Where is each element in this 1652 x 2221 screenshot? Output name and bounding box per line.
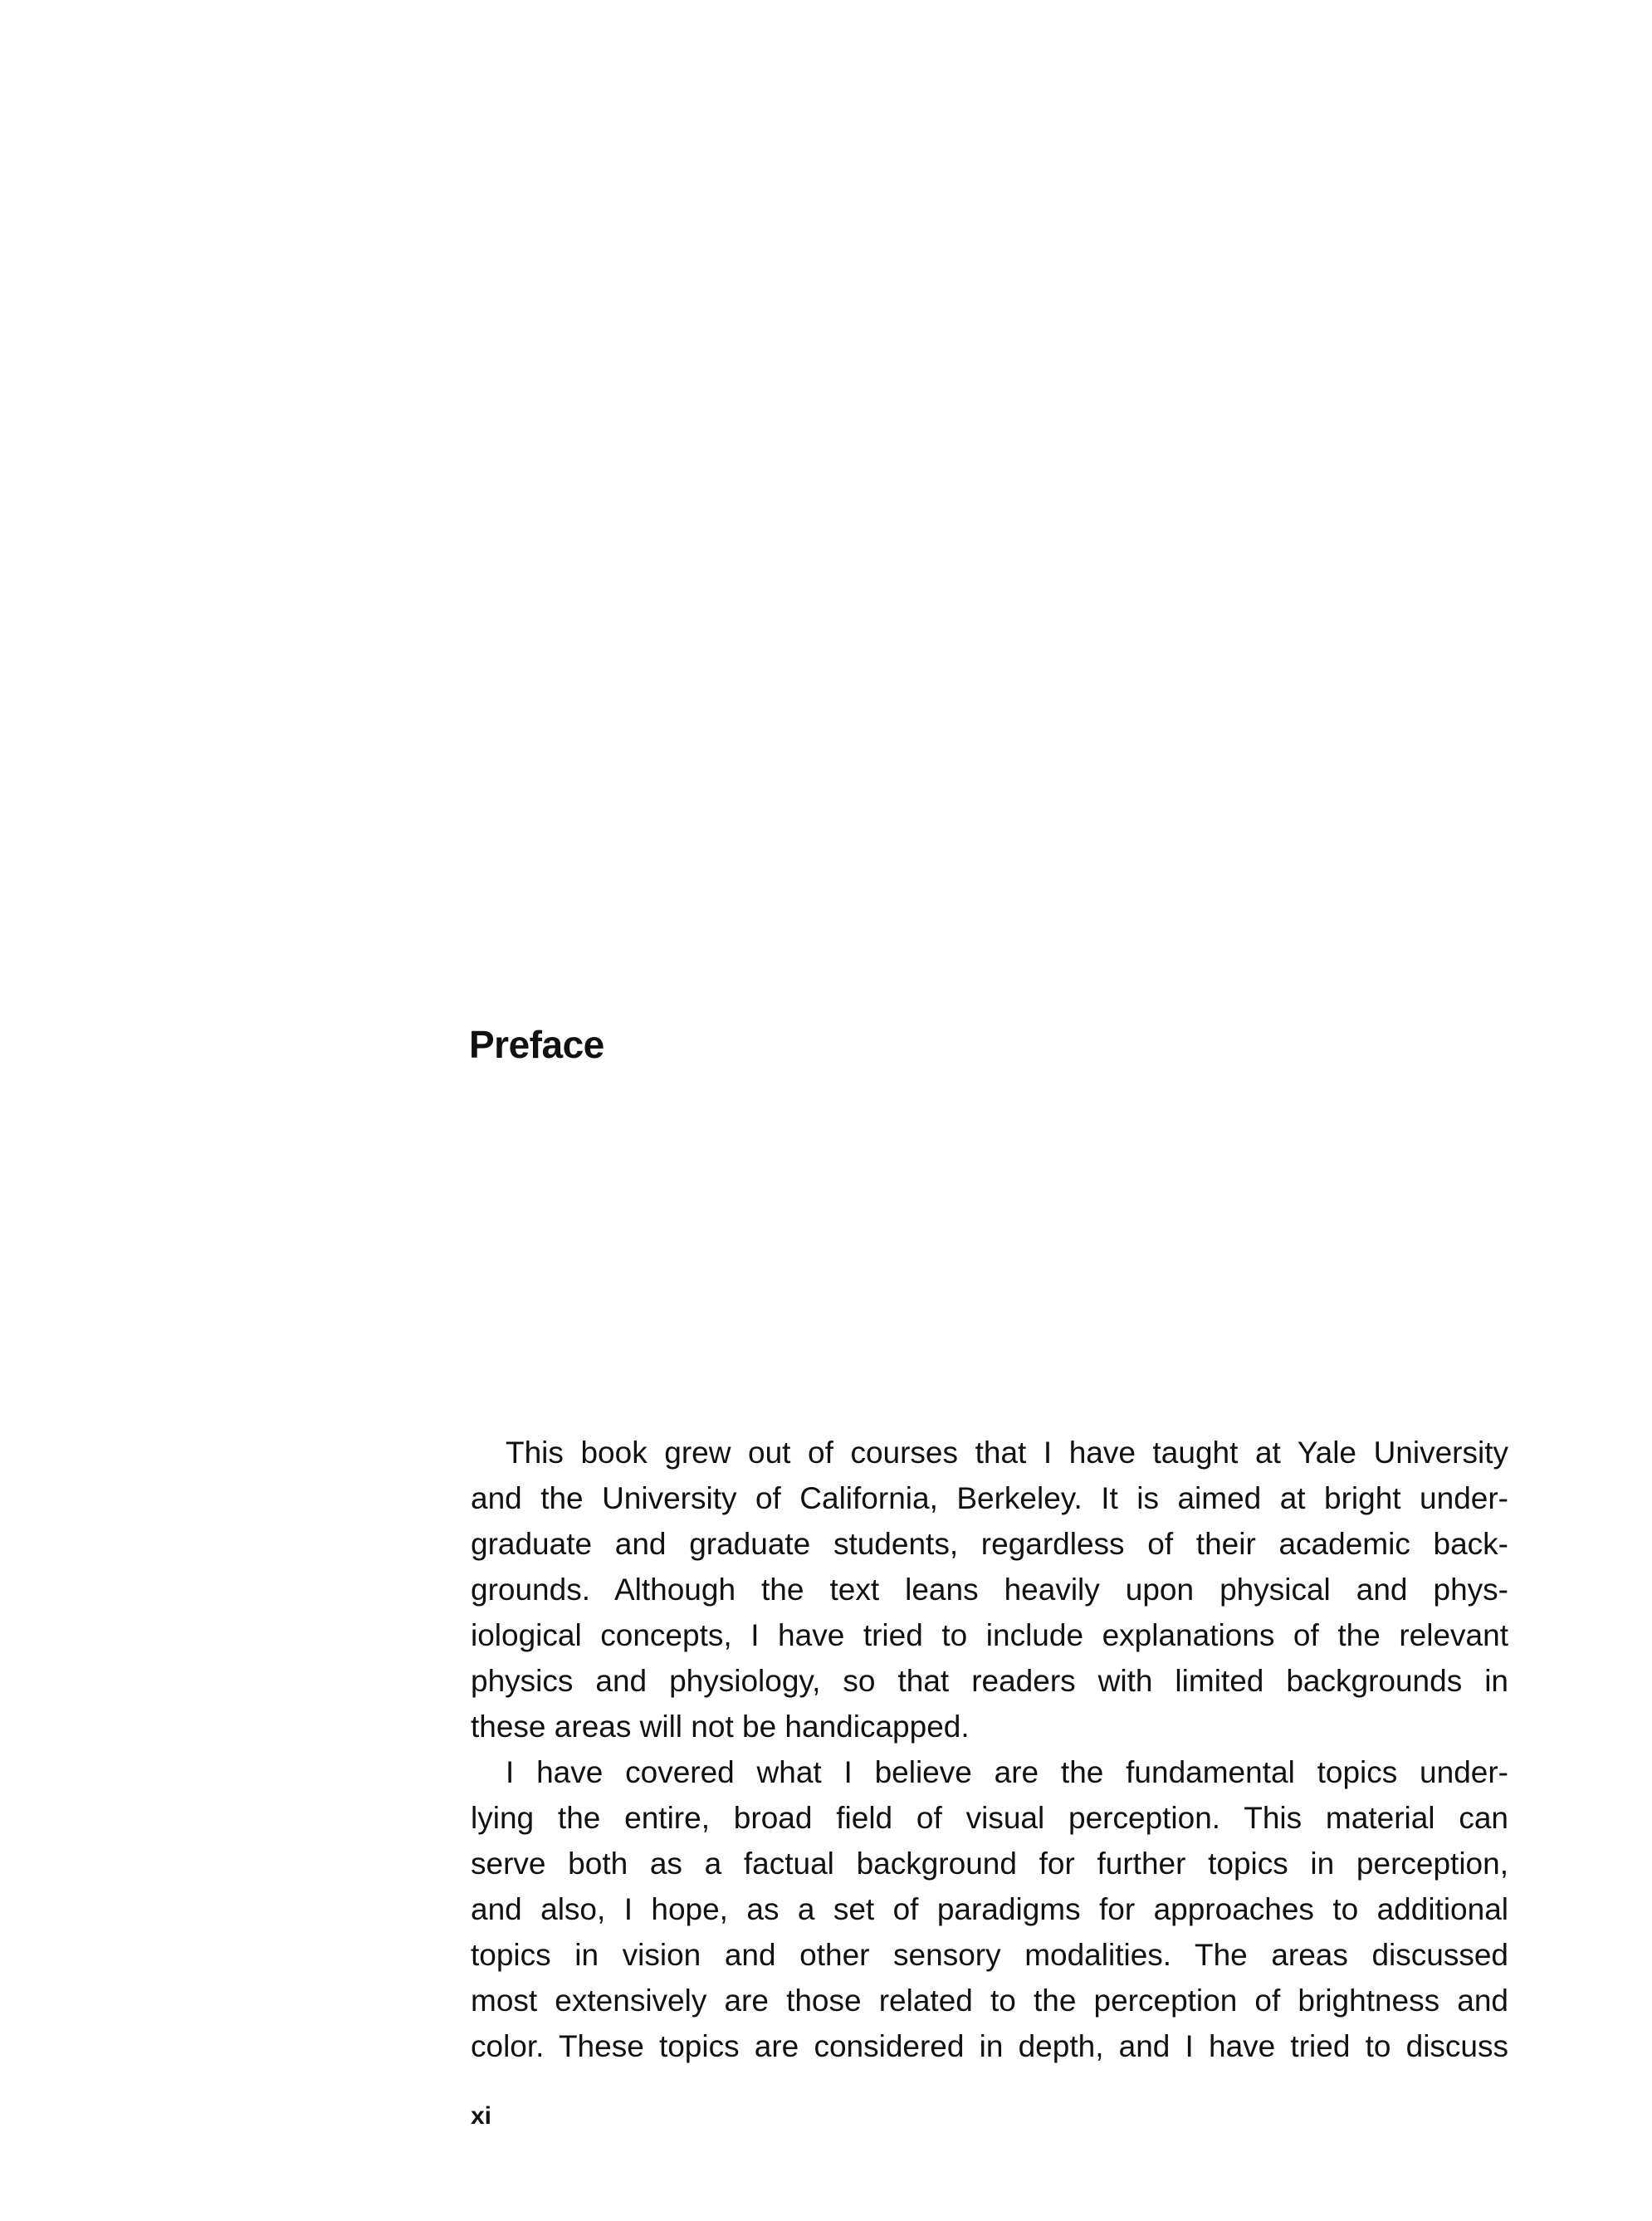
- text-line: topics in vision and other sensory modalities. The areas discussed: [471, 1938, 1508, 1972]
- preface-body: [471, 1430, 1508, 2069]
- page-title: Preface: [469, 1023, 604, 1066]
- text-line: lying the entire, broad field of visual perception. This material can: [471, 1801, 1508, 1835]
- text-line: graduate and graduate students, regardless of their academic back-: [471, 1527, 1508, 1561]
- text-line: This book grew out of courses that I have taught at Yale University: [506, 1436, 1508, 1470]
- text-line: and the University of California, Berkeley. It is aimed at bright under-: [471, 1481, 1508, 1515]
- text-line: color. These topics are considered in depth, and I have tried to discuss: [471, 2029, 1508, 2063]
- paragraph-2: [471, 1749, 1508, 2069]
- text-line: grounds. Although the text leans heavily upon physical and phys-: [471, 1573, 1508, 1607]
- text-line: serve both as a factual background for further topics in perception,: [471, 1847, 1508, 1881]
- text-line: I have covered what I believe are the fundamental topics under-: [506, 1755, 1508, 1789]
- paragraph-1: [471, 1430, 1508, 1749]
- text-line: and also, I hope, as a set of paradigms for approaches to additional: [471, 1892, 1508, 1926]
- text-line: physics and physiology, so that readers with limited backgrounds in: [471, 1664, 1508, 1698]
- page-number: xi: [471, 2102, 492, 2130]
- text-line: iological concepts, I have tried to include explanations of the relevant: [471, 1618, 1508, 1652]
- text-line: these areas will not be handicapped.: [471, 1710, 970, 1744]
- text-line: most extensively are those related to the perception of brightness and: [471, 1984, 1508, 2018]
